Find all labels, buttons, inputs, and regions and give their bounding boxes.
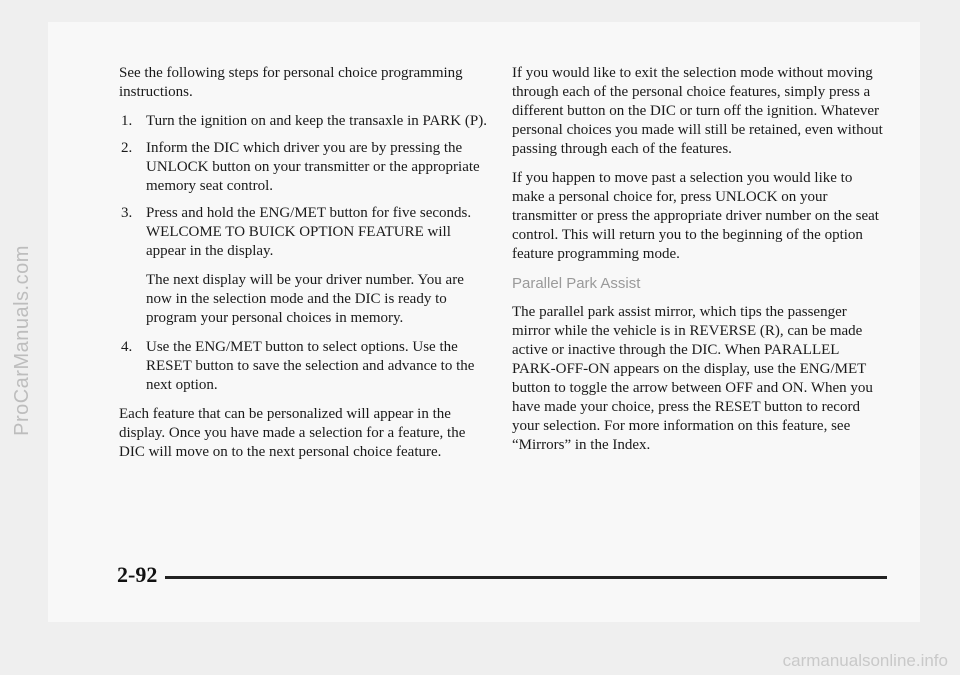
parallel-park-paragraph: The parallel park assist mirror, which tips the passenger mirror while the vehicle is in REVERSE (R), can be made active or inactive through the DIC. When PARALLEL PARK-OFF-ON appears on the display, use the ENG/MET button to toggle the arrow between OFF and ON. When you have made your choice, press the RESET button to record your selection. For more information on this feature, see “Mirrors” in the Index. (512, 304, 873, 453)
step-2 (119, 139, 489, 196)
step-number: 3. (121, 205, 133, 221)
step-text: Turn the ignition on and keep the transaxle in PARK (P). (146, 113, 487, 129)
closing-paragraph: Each feature that can be personalized will appear in the display. Once you have made a selection for a feature, the DIC will move on to the next personal choice feature. (119, 406, 466, 460)
right-column (512, 64, 884, 465)
footer-rule (165, 576, 887, 579)
side-watermark-text: ProCarManuals.com (10, 244, 33, 436)
step-number: 1. (121, 113, 133, 129)
page-footer (117, 560, 887, 590)
move-past-paragraph: If you happen to move past a selection you would like to make a personal choice for, press UNLOCK on your transmitter or press the appropriate driver number on the seat control. This will return you to the beginning of the option feature programming mode. (512, 170, 879, 262)
page-number: 2-92 (117, 562, 158, 587)
step-3-note: The next display will be your driver number. You are now in the selection mode and the DIC is ready to program your personal choices in memory. (146, 272, 464, 326)
step-4 (119, 338, 489, 395)
step-text: Inform the DIC which driver you are by pressing the UNLOCK button on your transmitter or the appropriate memory seat control. (146, 140, 480, 194)
exit-selection-paragraph: If you would like to exit the selection mode without moving through each of the personal choice features, simply press a different button on the DIC or turn off the ignition. Whatever personal choices you made will still be retained, even without passing through each of the features. (512, 65, 883, 157)
bottom-watermark: carmanualsonline.info (782, 651, 948, 670)
section-heading: Parallel Park Assist (512, 275, 641, 292)
step-text: Use the ENG/MET button to select options. Use the RESET button to save the selection and advance to the next option. (146, 339, 475, 393)
left-column (119, 64, 489, 472)
steps-list-continued (119, 338, 489, 395)
step-3 (119, 204, 489, 261)
steps-list (119, 112, 489, 261)
step-number: 4. (121, 339, 133, 355)
intro-paragraph: See the following steps for personal choice programming instructions. (119, 65, 463, 100)
side-watermark (10, 60, 34, 620)
step-1 (119, 112, 489, 131)
step-text: Press and hold the ENG/MET button for five seconds. WELCOME TO BUICK OPTION FEATURE will appear in the display. (146, 205, 472, 259)
step-number: 2. (121, 140, 133, 156)
